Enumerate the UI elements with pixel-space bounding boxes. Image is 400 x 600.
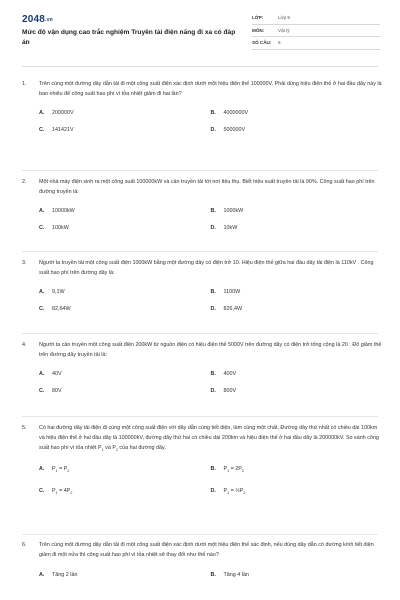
meta-row-count (252, 37, 380, 50)
option-value: 100kW (52, 225, 69, 232)
meta-table (252, 12, 380, 50)
option-value: 4000000V (223, 109, 249, 116)
question-number: 1. (22, 81, 27, 87)
option-letter: B. (210, 571, 216, 578)
option-value: 40V (52, 370, 62, 377)
option-letter: C. (39, 225, 45, 232)
option-letter: C. (39, 487, 45, 494)
option-value: Tăng 4 lần (223, 571, 249, 578)
site-logo[interactable] (22, 14, 53, 25)
option-value: $P_1$ = $\frac{1}{2}P_2$ (223, 487, 246, 495)
meta-row-subject (252, 25, 380, 38)
question-divider (22, 416, 378, 417)
option-letter: D. (210, 127, 216, 134)
option-a[interactable] (39, 207, 211, 215)
option-value: 400V (223, 370, 237, 377)
option-letter: C. (39, 306, 45, 313)
meta-value: 6 (278, 40, 281, 46)
option-letter: C. (39, 388, 45, 395)
option-letter: A. (39, 370, 45, 377)
option-c[interactable] (39, 487, 211, 497)
option-d[interactable] (211, 305, 383, 313)
option-letter: B. (210, 288, 216, 295)
option-b[interactable] (211, 207, 383, 215)
header-divider (22, 66, 378, 67)
option-c[interactable] (39, 305, 211, 313)
option-a[interactable] (39, 109, 211, 117)
question-text: Người ta cần truyền một công suất điện 200kW từ nguồn điện có hiệu điện thế 5000V trên đường dây có điện trở tổng cộng là 20 . Độ giảm thế trên đường dây truyền tải là: (39, 342, 382, 358)
question-2 (22, 178, 382, 232)
option-c[interactable] (39, 224, 211, 232)
option-b[interactable] (211, 571, 383, 579)
option-value: 800V (223, 388, 237, 395)
option-letter: A. (39, 466, 45, 473)
option-letter: D. (210, 225, 216, 232)
option-value: 1000kW (223, 207, 244, 214)
option-letter: D. (210, 388, 216, 395)
option-a[interactable] (39, 571, 211, 579)
option-value: $P_1 = 2P_2$ (223, 466, 244, 474)
option-value: 9,1W (52, 288, 65, 295)
option-letter: D. (210, 306, 216, 313)
question-divider (22, 534, 378, 535)
meta-row-class (252, 12, 380, 25)
option-value: 10000kW (52, 207, 75, 214)
question-number: 6. (22, 542, 27, 548)
question-divider (22, 170, 378, 171)
option-letter: C. (39, 127, 45, 134)
option-value: 826,4W (223, 306, 243, 313)
option-letter: B. (210, 207, 216, 214)
option-letter: B. (210, 466, 216, 473)
question-number: 4. (22, 342, 27, 348)
question-text: Một nhà máy điện sinh ra một công suất 100000kW và cần truyền tải tới nơi tiêu thụ. Biết hiệu suất truyền tải là 90%. Công suất hao phí trên đường truyền là: (39, 179, 375, 195)
question-1 (22, 80, 382, 134)
option-value: 200000V (52, 109, 74, 116)
option-letter: A. (39, 109, 45, 116)
option-value: 500000V (223, 127, 246, 134)
option-c[interactable] (39, 126, 211, 134)
option-a[interactable] (39, 288, 211, 296)
meta-label: MÔN: (252, 27, 265, 33)
option-b[interactable] (211, 109, 383, 117)
question-text: Người ta truyền tải một công suất điện 1000kW bằng một đường dây có điện trở 10. Hiệu điện thế giữa hai đầu dây tải điện là 110kV . Công suất hao phí trên đường dây là: (39, 260, 374, 276)
meta-label: LỚP: (252, 15, 264, 21)
logo-main: 2048 (22, 14, 46, 25)
option-value: $P_1 = P_2$ (52, 466, 70, 474)
option-letter: B. (210, 109, 216, 116)
document-title: Mức độ vận dụng cao trắc nghiệm Truyền tải điện năng đi xa có đáp án (22, 29, 236, 46)
question-text: Trên cùng một đường dây dẫn tải đi một công suất điện xác định dưới một hiệu điện thế xác định, nếu dùng dây dẫn có đường kính tiết diện giảm đi một nửa thì công suất hao phí vì tỏa nhiệt sẽ thay đổi như thế nào? (39, 542, 374, 558)
question-number: 5. (22, 425, 27, 431)
option-letter: A. (39, 571, 45, 578)
question-text: Có hai đường dây tải điện đi cùng một công suất điện với dây dẫn cùng tiết diện, làm cùng một chất. Đường dây thứ nhất có chiều dài 100km và hiệu điện thế ở hai đầu dây là 100000kV, đường dây thứ hai có chiều dài 200km và hiệu điện thế ở hai đầu dây là 200000kV. So sánh công suất hao phí vì tỏa nhiệt $P_1$ và $P_2$ của hai đường dây. (39, 425, 379, 452)
question-divider (22, 333, 378, 334)
question-number: 3. (22, 260, 27, 266)
option-letter: D. (210, 487, 216, 494)
option-d[interactable] (211, 126, 383, 134)
option-letter: B. (210, 370, 216, 377)
option-letter: A. (39, 288, 45, 295)
option-a[interactable] (39, 465, 211, 475)
question-divider (22, 251, 378, 252)
option-d[interactable] (211, 487, 383, 497)
option-value: $P_1 = 4P_2$ (52, 487, 73, 495)
logo-tld: .vn (45, 17, 53, 23)
meta-value: Lớp 9 (278, 15, 290, 21)
option-value: Tăng 2 lần (52, 571, 78, 578)
option-value: 10kW (223, 225, 238, 232)
option-b[interactable] (211, 465, 383, 475)
question-3 (22, 259, 382, 313)
option-d[interactable] (211, 387, 383, 395)
option-value: 1100W (223, 288, 241, 295)
question-text: Trên cùng một đường dây dẫn tải đi một công suất điện xác định dưới một hiệu điện thế 100000V. Phải dùng hiệu điện thế ở hai đầu dây này là bao nhiêu để công suất hao phí vì tỏa nhiệt giảm đi hai lần? (39, 81, 382, 97)
question-4 (22, 341, 382, 395)
worksheet-header (0, 0, 400, 66)
option-a[interactable] (39, 370, 211, 378)
question-number: 2. (22, 179, 27, 185)
question-5 (22, 424, 382, 497)
question-6 (22, 541, 382, 579)
meta-value: Vật lý (278, 27, 290, 33)
option-value: 141421V (52, 127, 74, 134)
option-b[interactable] (211, 288, 383, 296)
option-c[interactable] (39, 387, 211, 395)
option-value: 80V (52, 388, 62, 395)
option-letter: A. (39, 207, 45, 214)
meta-label: SỐ CÂU: (252, 40, 272, 46)
option-value: 82,64W (52, 306, 71, 313)
option-d[interactable] (211, 224, 383, 232)
option-b[interactable] (211, 370, 383, 378)
